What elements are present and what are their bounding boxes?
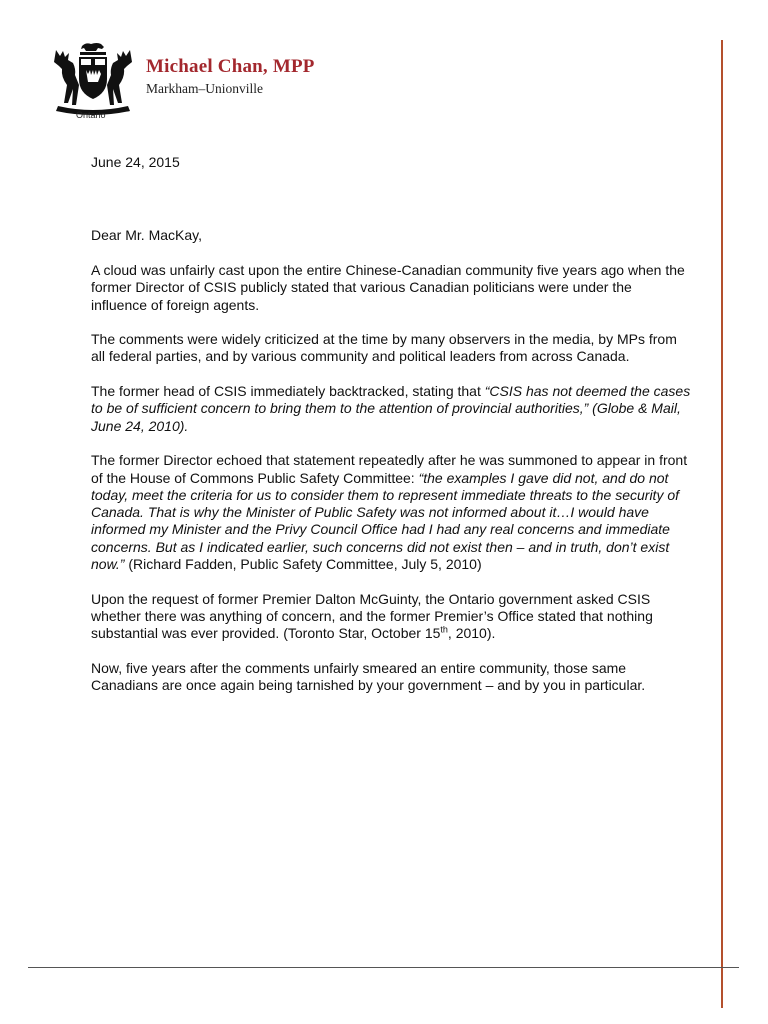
ordinal-suffix: th <box>440 624 448 635</box>
mpp-riding: Markham–Unionville <box>146 81 263 96</box>
paragraph-6: Now, five years after the comments unfairly smeared an entire community, those same Canadians are once again being tarnished by your government – and by you in particular. <box>91 659 646 694</box>
right-margin-rule <box>721 40 723 1008</box>
paragraph-5 <box>91 591 691 643</box>
paragraph-5-lead: Upon the request of former Premier Dalton McGuinty, the Ontario government asked CSIS whether there was anything of concern, and the former Premier’s Office stated that nothing substantial was ever provided. (Toronto Star, October 15 <box>91 590 653 642</box>
paragraph-4-lead: The former Director echoed that statement repeatedly after he was summoned to appear in front of the House of Commons Public Safety Committee: <box>91 452 688 486</box>
mpp-name: Michael Chan, MPP <box>146 56 315 77</box>
paragraph-4-quote: “the examples I gave did not, and do not today, meet the criteria for us to consider them to represent immediate threats to the security of Canada. That is why the Minister of Public Safety was not informed about it…I would have informed my Minister and the Privy Council Office had I had any real concerns and immediate concerns. But as I indicated earlier, such concerns did not exist then – and in truth, don’t exist now.” <box>91 469 680 573</box>
letter-date: June 24, 2015 <box>91 154 180 170</box>
salutation: Dear Mr. MacKay, <box>91 227 202 243</box>
paragraph-1: A cloud was unfairly cast upon the entire Chinese-Canadian community five years ago when the former Director of CSIS publicly stated that various Canadian politicians were under the influence of foreign agents. <box>91 262 685 313</box>
paragraph-3-quote: “CSIS has not deemed the cases to be of sufficient concern to bring them to the attention of provincial authorities,” (Globe & Mail, June 24, 2010). <box>91 383 691 434</box>
paragraph-2: The comments were widely criticized at the time by many observers in the media, by MPs from all federal parties, and by various community and political leaders from across Canada. <box>91 331 677 365</box>
paragraph-3 <box>91 383 691 435</box>
ontario-coat-of-arms-icon <box>50 40 136 120</box>
bottom-rule <box>28 967 739 968</box>
paragraph-4-citation: (Richard Fadden, Public Safety Committee, July 5, 2010) <box>124 556 482 573</box>
paragraph-4 <box>91 452 691 573</box>
letter-body <box>91 262 691 712</box>
paragraph-5-tail: , 2010). <box>447 625 496 642</box>
paragraph-3-lead: The former head of CSIS immediately backtracked, stating that <box>91 383 485 400</box>
crest-caption: Ontario <box>76 110 106 120</box>
